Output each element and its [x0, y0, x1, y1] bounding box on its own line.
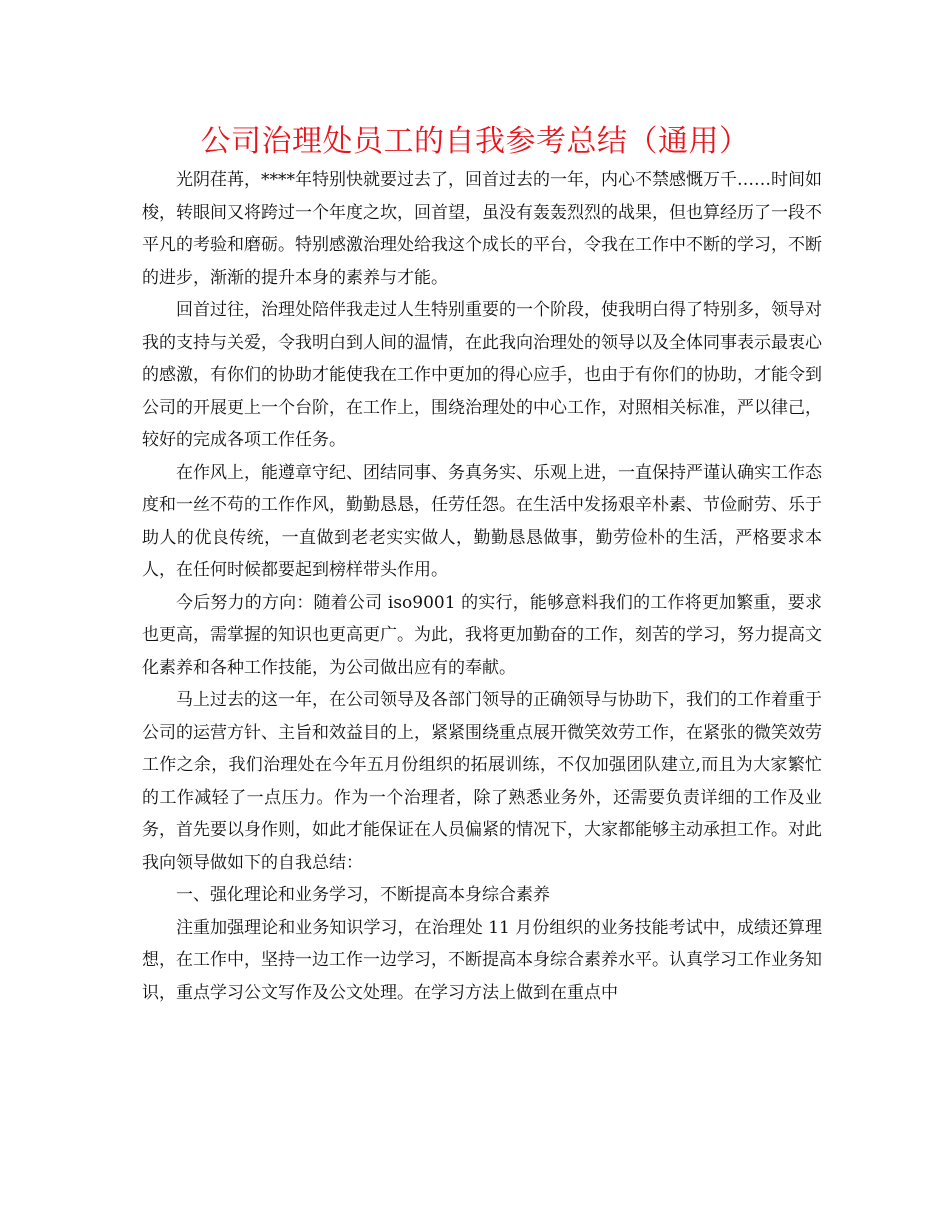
section-heading-1: 一、强化理论和业务学习，不断提高本身综合素养 — [176, 885, 550, 905]
document-body — [142, 164, 822, 1009]
paragraph-4: 今后努力的方向：随着公司 iso9001 的实行，能够意料我们的工作将更加繁重，要求也更高，需掌握的知识也更高更广。为此，我将更加勤奋的工作，刻苦的学习，努力提高文化素养和各种工作技能，为公司做出应有的奉献。 — [142, 592, 822, 678]
paragraph-2: 回首过往，治理处陪伴我走过人生特别重要的一个阶段，使我明白得了特别多，领导对我的支持与关爱，令我明白到人间的温情，在此我向治理处的领导以及全体同事表示最衷心的感激，有你们的协助才能使我在工作中更加的得心应手，也由于有你们的协助，才能令到公司的开展更上一个台阶，在工作上，围绕治理处的中心工作，对照相关标准，严以律己，较好的完成各项工作任务。 — [142, 300, 822, 450]
paragraph-6: 注重加强理论和业务知识学习，在治理处 11 月份组织的业务技能考试中，成绩还算理想，在工作中，坚持一边工作一边学习，不断提高本身综合素养水平。认真学习工作业务知识，重点学习公文写作及公文处理。在学习方法上做到在重点中 — [142, 917, 822, 1003]
paragraph-1: 光阴荏苒，****年特别快就要过去了，回首过去的一年，内心不禁感慨万千……时间如梭，转眼间又将跨过一个年度之坎，回首望，虽没有轰轰烈烈的战果，但也算经历了一段不平凡的考验和磨砺。特别感激治理处给我这个成长的平台，令我在工作中不断的学习，不断的进步，渐渐的提升本身的素养与才能。 — [142, 170, 822, 288]
document-title: 公司治理处员工的自我参考总结（通用） — [200, 124, 750, 159]
paragraph-3: 在作风上，能遵章守纪、团结同事、务真务实、乐观上进，一直保持严谨认确实工作态度和一丝不苟的工作作风，勤勤恳恳，任劳任怨。在生活中发扬艰辛朴素、节俭耐劳、乐于助人的优良传统，一直做到老老实实做人，勤勤恳恳做事，勤劳俭朴的生活，严格要求本人，在任何时候都要起到榜样带头作用。 — [142, 462, 822, 580]
paragraph-5: 马上过去的这一年，在公司领导及各部门领导的正确领导与协助下，我们的工作着重于公司的运营方针、主旨和效益目的上，紧紧围绕重点展开微笑效劳工作，在紧张的微笑效劳工作之余，我们治理处在今年五月份组织的拓展训练，不仅加强团队建立,而且为大家繁忙的工作减轻了一点压力。作为一个治理者，除了熟悉业务外，还需要负责详细的工作及业务，首先要以身作则，如此才能保证在人员偏紧的情况下，大家都能够主动承担工作。对此我向领导做如下的自我总结： — [142, 690, 822, 873]
